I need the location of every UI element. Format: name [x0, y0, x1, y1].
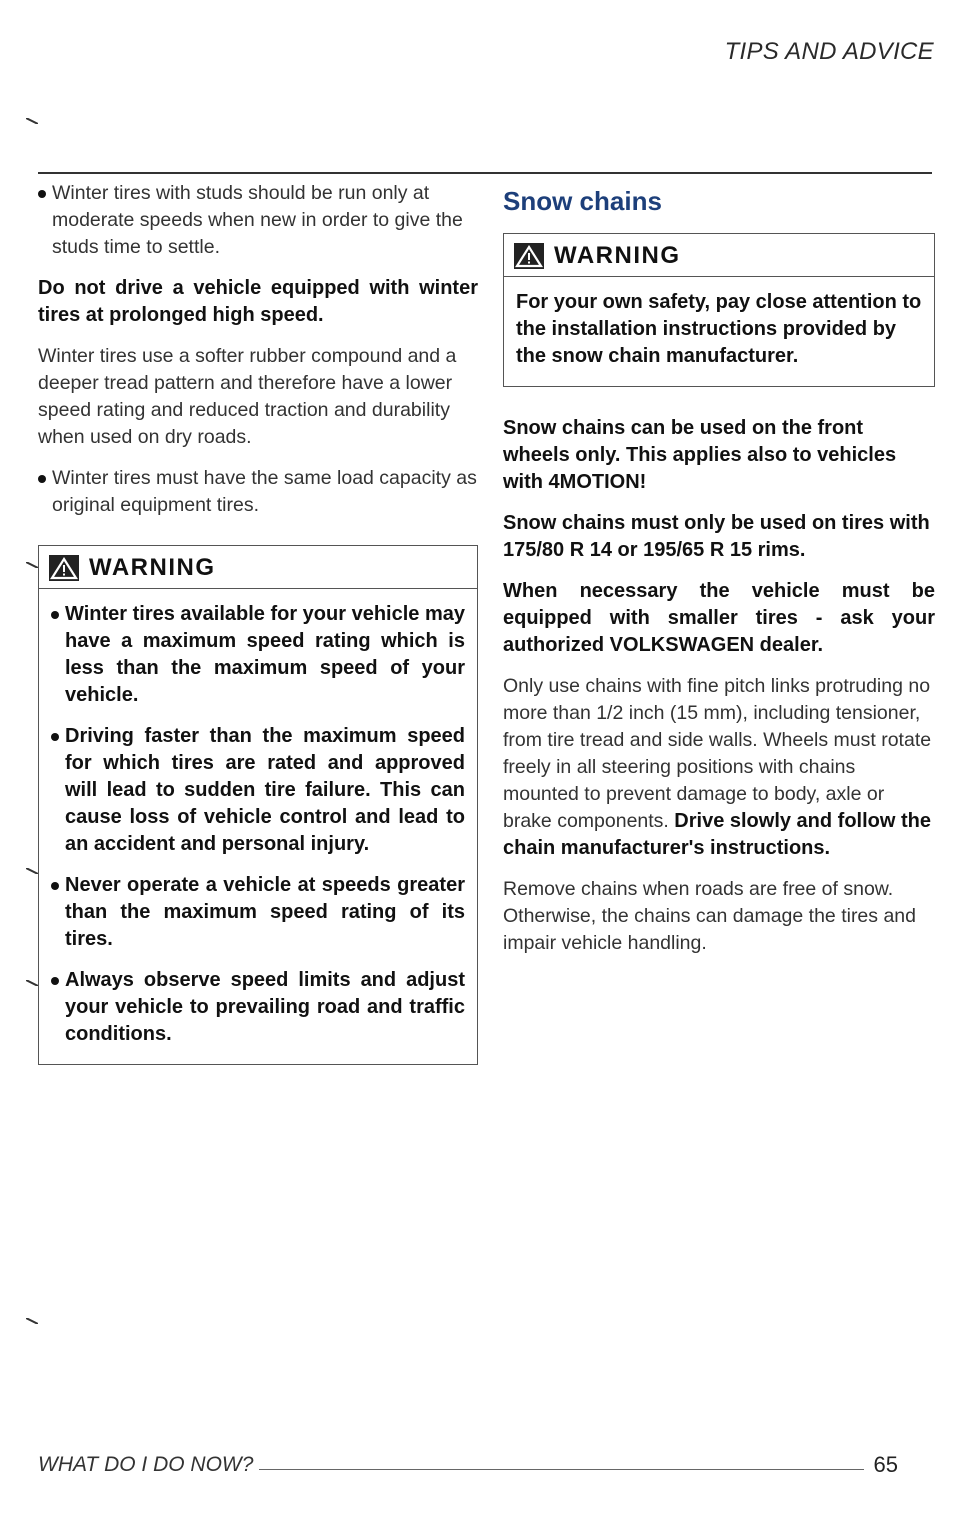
warning-triangle-icon: [49, 555, 79, 581]
smaller-tires-note: When necessary the vehicle must be equipped with smaller tires - ask your authorized VOLKSWAGEN dealer.: [503, 580, 935, 656]
high-speed-caution: Do not drive a vehicle equipped with winter tires at prolonged high speed.: [38, 277, 478, 326]
footer-chapter: WHAT DO I DO NOW?: [38, 1453, 254, 1476]
left-column: [38, 180, 478, 1083]
warning-triangle-icon: [514, 243, 544, 269]
warning-title: WARNING: [554, 242, 681, 269]
winter-tire-warning-box: [38, 545, 478, 1065]
remove-chains-note: Remove chains when roads are free of snow. Otherwise, the chains can damage the tires and impair vehicle handling.: [503, 878, 916, 954]
chain-usage-text: Only use chains with fine pitch links protruding no more than 1/2 inch (15 mm), including tensioner, from tire tread and side walls. Wheels must rotate freely in all steering positions with chains mounted to prevent damage to body, axle or brake components.: [503, 675, 932, 832]
warning-body: [504, 277, 934, 386]
warning-item: Driving faster than the maximum speed for which tires are rated and approved will lead to sudden tire failure. This can cause loss of vehicle control and lead to an accident and personal injury.: [51, 723, 465, 858]
margin-arrow-icon: [26, 980, 38, 986]
margin-arrow-icon: [26, 118, 38, 124]
warning-text: For your own safety, pay close attention to the installation instructions provided by the snow chain manufacturer.: [516, 291, 922, 367]
winter-tires-description: Winter tires use a softer rubber compound and a deeper tread pattern and therefore have a lower speed rating and reduced traction and durability when used on dry roads.: [38, 345, 457, 448]
margin-arrow-icon: [26, 562, 38, 568]
warning-header: [504, 234, 934, 277]
right-column: [503, 180, 935, 971]
warning-item: Never operate a vehicle at speeds greater than the maximum speed rating of its tires.: [51, 872, 465, 953]
warning-body: [39, 589, 477, 1064]
section-title: Snow chains: [503, 186, 662, 216]
header-rule: [38, 172, 932, 174]
footer-rule: [259, 1469, 863, 1470]
chain-usage-paragraph: [503, 673, 935, 862]
warning-header: [39, 546, 477, 589]
warning-item: Always observe speed limits and adjust your vehicle to prevailing road and traffic conditions.: [51, 967, 465, 1048]
warning-title: WARNING: [89, 554, 216, 581]
front-wheels-note: Snow chains can be used on the front wheels only. This applies also to vehicles with 4MOTION!: [503, 417, 897, 493]
load-capacity-note: Winter tires must have the same load capacity as original equipment tires.: [38, 465, 478, 519]
chain-instructions-emphasis: Drive slowly and follow the chain manufacturer's instructions.: [503, 810, 931, 859]
page-number: 65: [873, 1452, 898, 1477]
warning-item: Winter tires available for your vehicle may have a maximum speed rating which is less than the maximum speed of your vehicle.: [51, 601, 465, 709]
running-header: TIPS AND ADVICE: [724, 38, 934, 65]
studded-tires-note: Winter tires with studs should be run only at moderate speeds when new in order to give the studs time to settle.: [38, 180, 478, 261]
tire-size-note: Snow chains must only be used on tires with 175/80 R 14 or 195/65 R 15 rims.: [503, 512, 930, 561]
margin-arrow-icon: [26, 1318, 38, 1324]
snow-chain-warning-box: [503, 233, 935, 387]
margin-arrow-icon: [26, 868, 38, 874]
footer: [38, 1452, 898, 1478]
